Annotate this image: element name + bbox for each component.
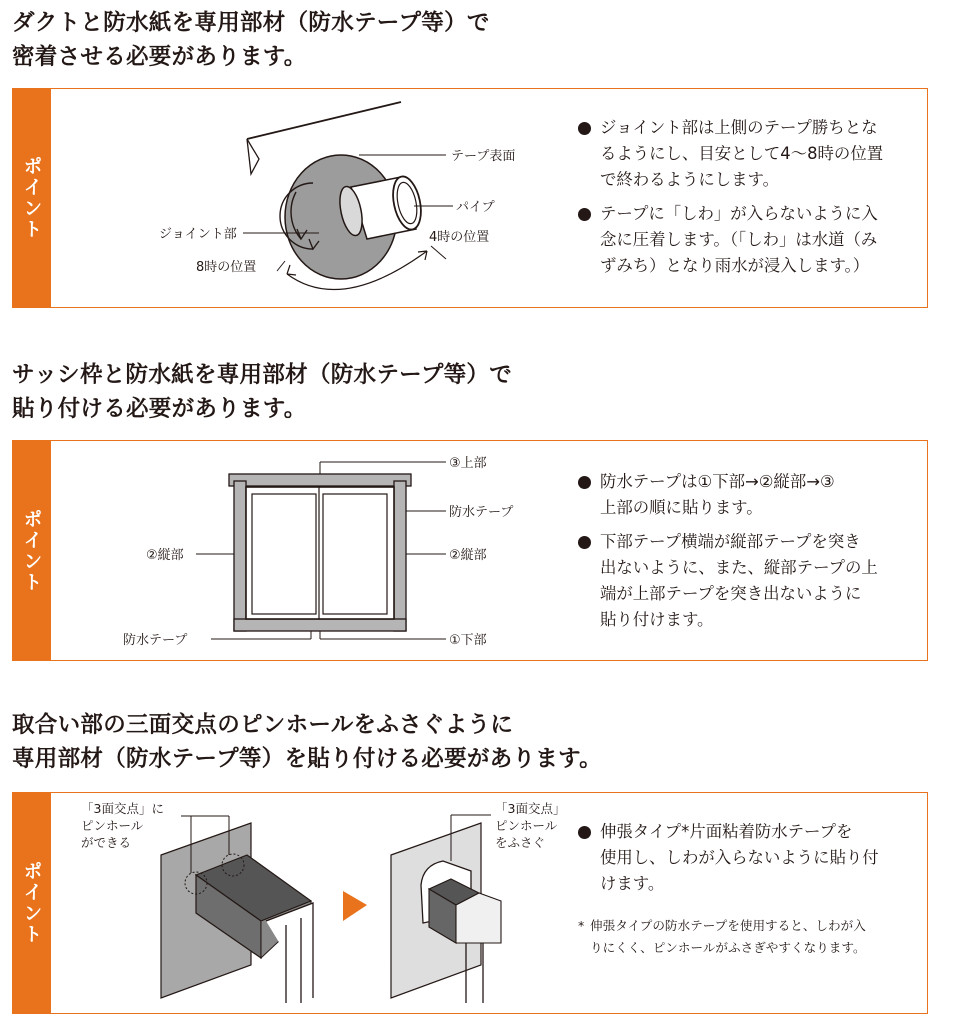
label-vertical-left: ②縦部 [146,548,184,563]
bullet-point: 下部テープ横端が縦部テープを突き 出ないように、また、縦部テープの上 端が上部テープを突き出ないように 貼り付けます。 [578,529,878,633]
label-tape-bottom: 防水テープ [123,633,188,648]
label-top: ③上部 [449,456,487,471]
pipe-flashing-illustration [51,89,571,306]
label-joint: ジョイント部 [159,227,237,242]
section-3-panel [12,792,928,1014]
top-tape [229,474,411,486]
bullet-point: 防水テープは①下部→②縦部→③ 上部の順に貼ります。 [578,469,878,521]
bullet-point: テープに「しわ」が入らないように入 念に圧着します。（「しわ」は水道（み ずみち）となり雨水が浸入します。） [578,201,883,279]
label-pipe: パイプ [456,200,495,215]
label-4-oclock: 4時の位置 [429,230,490,245]
arrow-icon [343,891,367,921]
section-1-heading [12,6,490,74]
section-3-notes [578,819,879,959]
section-2-notes [578,469,878,641]
right-tape [394,481,406,631]
section-1-notes [578,115,883,287]
heading-line: 密着させる必要があります。 [12,44,307,70]
footnote: * 伸張タイプの防水テープを使用すると、しわが入 りにくく、ピンホールがふさぎやすくなります。 [578,918,866,955]
section-2-panel [12,440,928,661]
section-3-heading [12,708,602,776]
heading-line: 取合い部の三面交点のピンホールをふさぐように [12,712,514,738]
pinhole-illustration [51,793,571,1012]
point-tab: ポイント [13,793,51,1013]
label-tape-right: 防水テープ [449,505,514,520]
heading-line: 貼り付ける必要があります。 [12,396,307,422]
label-8-oclock: 8時の位置 [196,260,257,275]
heading-line: ダクトと防水紙を専用部材（防水テープ等）で [12,10,490,36]
label-after: 「3面交点」 ピンホール をふさぐ [495,801,566,850]
section-1-panel [12,88,928,308]
bullet-point: 伸張タイプ*片面粘着防水テープを 使用し、しわが入らないように貼り付 けます。 [578,819,879,897]
heading-line: サッシ枠と防水紙を専用部材（防水テープ等）で [12,362,513,388]
label-vertical-right: ②縦部 [449,548,487,563]
bottom-tape [234,619,406,631]
left-tape [234,481,246,631]
sash-frame-illustration [51,441,571,659]
point-tab: ポイント [13,441,51,660]
label-tape-surface: テープ表面 [451,149,516,164]
label-before: 「3面交点」に ピンホール ができる [81,801,164,850]
heading-line: 専用部材（防水テープ等）を貼り付ける必要があります。 [12,746,602,772]
bullet-point: ジョイント部は上側のテープ勝ちとな るようにし、目安として4～8時の位置 で終わるようにします。 [578,115,883,193]
point-tab: ポイント [13,89,51,307]
section-2-heading [12,358,512,426]
label-bottom: ①下部 [449,633,487,648]
